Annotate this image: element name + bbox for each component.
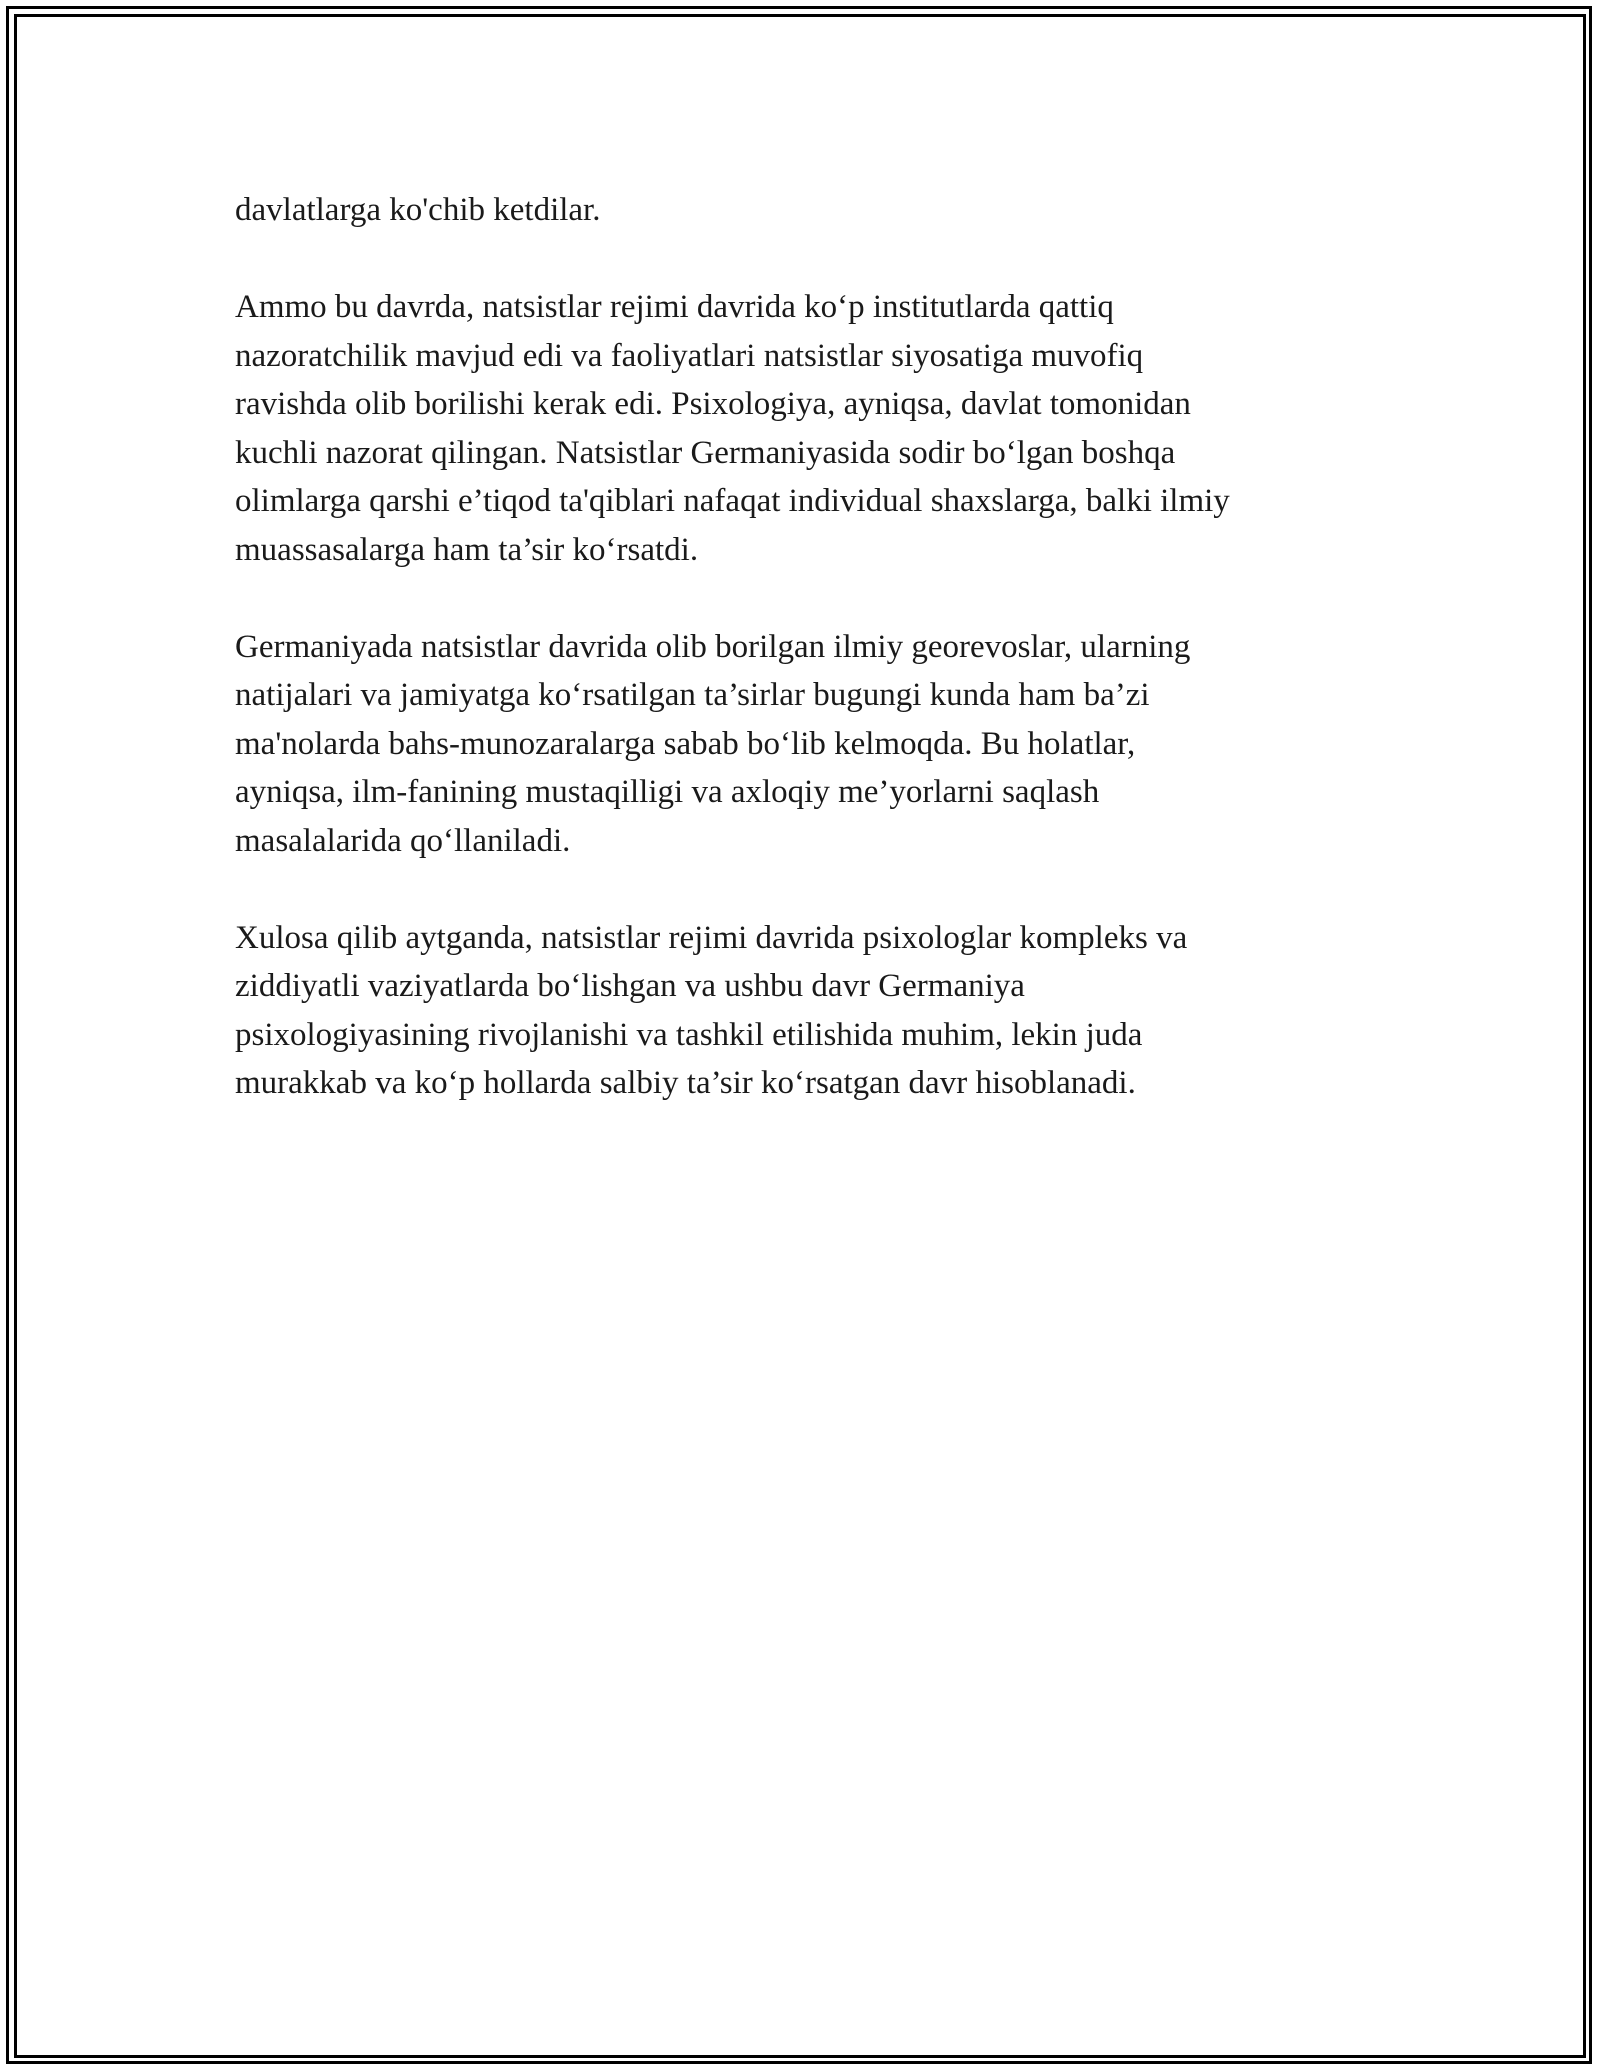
paragraph-nazorat: Ammo bu davrda, natsistlar rejimi davrida ko‘p institutlarda qattiq nazoratchilik mavjud edi va faoliyatlari natsistlar siyosatiga muvofiq ravishda olib borilishi kerak edi. Psixologiya, ayniqsa, davlat tomonidan kuchli nazorat qilingan. Natsistlar Germaniyasida sodir bo‘lgan boshqa olimlarga qarshi e’tiqod ta'qiblari nafaqat individual shaxslarga, balki ilmiy muassasalarga ham ta’sir ko‘rsatdi. (235, 289, 1230, 568)
document-body (235, 186, 1405, 1156)
paragraph-ilmiy-tadqiqotlar: Germaniyada natsistlar davrida olib borilgan ilmiy georevoslar, ularning natijalari va jamiyatga ko‘rsatilgan ta’sirlar bugungi kunda ham ba’zi ma'nolarda bahs-munozaralarga sabab bo‘lib kelmoqda. Bu holatlar, ayniqsa, ilm-fanining mustaqilligi va axloqiy me’yorlarni saqlash masalalarida qo‘llaniladi. (235, 628, 1191, 859)
paragraph-xulosa: Xulosa qilib aytganda, natsistlar rejimi davrida psixologlar kompleks va ziddiyatli vaziyatlarda bo‘lishgan va ushbu davr Germaniya psixologiyasining rivojlanishi va tashkil etilishida muhim, lekin juda murakkab va ko‘p hollarda salbiy ta’sir ko‘rsatgan davr hisoblanadi. (235, 919, 1188, 1101)
paragraph-continuation: davlatlarga ko'chib ketdilar. (235, 192, 601, 228)
